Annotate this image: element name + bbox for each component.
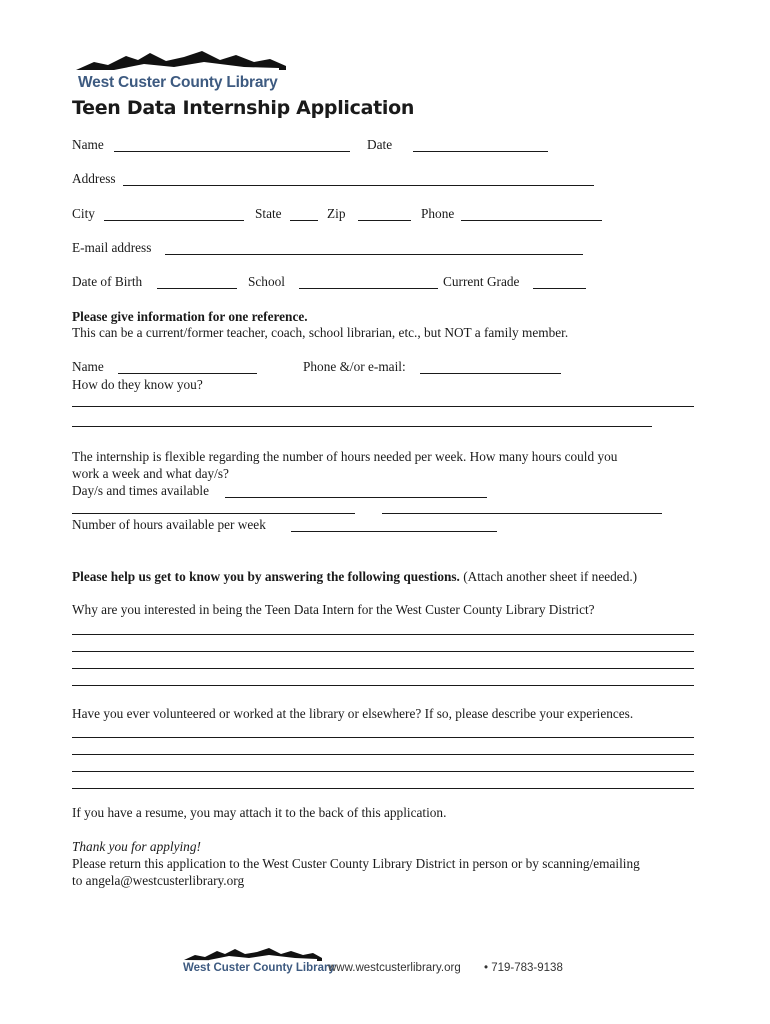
questions-heading: Please help us get to know you by answering the following questions. <box>72 569 460 584</box>
date-field[interactable] <box>413 151 548 152</box>
return-line-2: to angela@westcusterlibrary.org <box>72 873 245 888</box>
thanks-text: Thank you for applying! <box>72 839 201 854</box>
city-label: City <box>72 206 95 221</box>
question-1: Why are you interested in being the Teen Data Intern for the West Custer County Library District? <box>72 602 595 617</box>
state-label: State <box>255 206 282 221</box>
phone-label: Phone <box>421 206 455 221</box>
email-label: E-mail address <box>72 240 152 255</box>
reference-heading: Please give information for one reference. <box>72 309 308 324</box>
reference-how-line-1[interactable] <box>72 406 694 407</box>
question-2: Have you ever volunteered or worked at the library or elsewhere? If so, please describe your experiences. <box>72 706 634 721</box>
q2-answer-line-1[interactable] <box>72 737 694 738</box>
city-field[interactable] <box>104 220 244 221</box>
state-field[interactable] <box>290 220 318 221</box>
footer-phone: • 719-783-9138 <box>484 962 563 974</box>
page-title: Teen Data Internship Application <box>72 97 415 119</box>
q1-answer-line-1[interactable] <box>72 634 694 635</box>
return-line-1: Please return this application to the West Custer County Library District in person or by scanning/emailing <box>72 856 640 871</box>
reference-name-field[interactable] <box>118 373 257 374</box>
hours-intro-line-1: The internship is flexible regarding the number of hours needed per week. How many hours could you <box>72 449 618 464</box>
questions-heading-note: (Attach another sheet if needed.) <box>463 569 638 584</box>
dob-label: Date of Birth <box>72 274 143 289</box>
reference-how-label: How do they know you? <box>72 377 203 392</box>
dob-field[interactable] <box>157 288 237 289</box>
days-label: Day/s and times available <box>72 483 209 498</box>
q2-answer-line-2[interactable] <box>72 754 694 755</box>
grade-label: Current Grade <box>443 274 520 289</box>
grade-field[interactable] <box>533 288 586 289</box>
library-logo <box>74 48 289 98</box>
zip-label: Zip <box>327 206 346 221</box>
phone-field[interactable] <box>461 220 602 221</box>
reference-note: This can be a current/former teacher, coach, school librarian, etc., but NOT a family member. <box>72 325 569 340</box>
q1-answer-line-4[interactable] <box>72 685 694 686</box>
reference-contact-label: Phone &/or e-mail: <box>303 359 406 374</box>
q1-answer-line-3[interactable] <box>72 668 694 669</box>
days-field-1[interactable] <box>225 497 487 498</box>
hours-number-field[interactable] <box>291 531 497 532</box>
days-field-2[interactable] <box>72 513 355 514</box>
q2-answer-line-4[interactable] <box>72 788 694 789</box>
questions-heading-row <box>72 569 637 585</box>
q2-answer-line-3[interactable] <box>72 771 694 772</box>
zip-field[interactable] <box>358 220 411 221</box>
email-field[interactable] <box>165 254 583 255</box>
school-field[interactable] <box>299 288 438 289</box>
address-field[interactable] <box>123 185 594 186</box>
hours-number-label: Number of hours available per week <box>72 517 266 532</box>
school-label: School <box>248 274 285 289</box>
date-label: Date <box>367 137 393 152</box>
reference-contact-field[interactable] <box>420 373 561 374</box>
logo-text: West Custer County Library <box>78 74 278 91</box>
q1-answer-line-2[interactable] <box>72 651 694 652</box>
reference-how-line-2[interactable] <box>72 426 652 427</box>
hours-intro-line-2: work a week and what day/s? <box>72 466 229 481</box>
footer-logo-text: West Custer County Library <box>183 962 335 974</box>
footer <box>183 946 583 982</box>
footer-url[interactable]: www.westcusterlibrary.org <box>328 962 461 974</box>
name-label: Name <box>72 137 104 152</box>
reference-name-label: Name <box>72 359 104 374</box>
days-field-3[interactable] <box>382 513 662 514</box>
resume-note: If you have a resume, you may attach it to the back of this application. <box>72 805 447 820</box>
address-label: Address <box>72 171 116 186</box>
name-field[interactable] <box>114 151 350 152</box>
